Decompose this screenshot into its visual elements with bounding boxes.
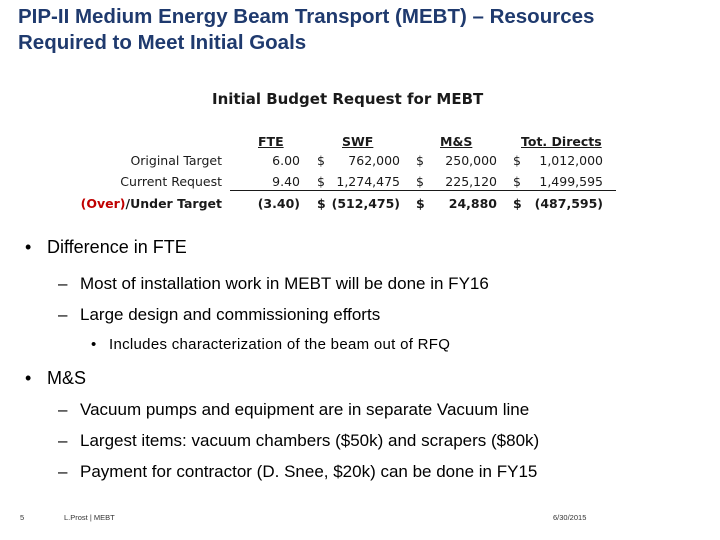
currency-sign: $ bbox=[513, 153, 521, 168]
dash-marker: – bbox=[58, 462, 68, 481]
over-label: (Over) bbox=[80, 196, 126, 211]
row-current-request-swf: 1,274,475 bbox=[336, 174, 400, 189]
currency-sign: $ bbox=[317, 196, 326, 211]
row-original-target-label: Original Target bbox=[130, 153, 222, 168]
header-tot-directs: Tot. Directs bbox=[521, 134, 602, 149]
header-swf: SWF bbox=[342, 134, 374, 149]
row-over-under-ms: 24,880 bbox=[448, 196, 497, 211]
slide-title-line-1: PIP-II Medium Energy Beam Transport (MEBT) – Resources bbox=[18, 5, 595, 28]
currency-sign: $ bbox=[317, 153, 325, 168]
row-current-request-label: Current Request bbox=[120, 174, 222, 189]
currency-sign: $ bbox=[416, 153, 424, 168]
footer-date: 6/30/2015 bbox=[553, 513, 587, 522]
row-original-target-tot: 1,012,000 bbox=[539, 153, 603, 168]
currency-sign: $ bbox=[513, 196, 522, 211]
header-fte: FTE bbox=[258, 134, 284, 149]
dash-marker: – bbox=[58, 305, 68, 324]
budget-table-title: Initial Budget Request for MEBT bbox=[212, 90, 484, 108]
row-current-request-fte: 9.40 bbox=[272, 174, 300, 189]
bullet-fte-sub-2: Large design and commissioning efforts bbox=[80, 305, 381, 324]
row-original-target-ms: 250,000 bbox=[445, 153, 497, 168]
bullet-fte-heading: Difference in FTE bbox=[47, 237, 187, 257]
footer-page-number: 5 bbox=[20, 513, 25, 522]
currency-sign: $ bbox=[513, 174, 521, 189]
row-original-target-swf: 762,000 bbox=[348, 153, 400, 168]
currency-sign: $ bbox=[416, 174, 424, 189]
bullet-ms-sub-2: Largest items: vacuum chambers ($50k) and scrapers ($80k) bbox=[80, 431, 540, 450]
row-over-under-swf: (512,475) bbox=[331, 196, 400, 211]
bullet-ms-heading: M&S bbox=[47, 368, 87, 388]
bullet-marker: • bbox=[91, 336, 97, 353]
row-over-under-tot: (487,595) bbox=[534, 196, 603, 211]
row-original-target-fte: 6.00 bbox=[272, 153, 300, 168]
bullet-ms-sub-1: Vacuum pumps and equipment are in separate Vacuum line bbox=[80, 400, 530, 419]
row-over-under-fte: (3.40) bbox=[257, 196, 300, 211]
currency-sign: $ bbox=[416, 196, 425, 211]
slide-title-line-2: Required to Meet Initial Goals bbox=[18, 31, 307, 54]
row-current-request-tot: 1,499,595 bbox=[539, 174, 603, 189]
bullet-ms-sub-3: Payment for contractor (D. Snee, $20k) can be done in FY15 bbox=[80, 462, 538, 481]
footer-author: L.Prost | MEBT bbox=[64, 513, 115, 522]
bullet-marker: • bbox=[25, 368, 32, 388]
header-ms: M&S bbox=[440, 134, 473, 149]
dash-marker: – bbox=[58, 431, 68, 450]
bullet-fte-sub-2-detail: Includes characterization of the beam out of RFQ bbox=[109, 336, 451, 353]
bullet-marker: • bbox=[25, 237, 32, 257]
dash-marker: – bbox=[58, 400, 68, 419]
bullet-fte-sub-1: Most of installation work in MEBT will be done in FY16 bbox=[80, 274, 489, 293]
row-current-request-ms: 225,120 bbox=[445, 174, 497, 189]
currency-sign: $ bbox=[317, 174, 325, 189]
dash-marker: – bbox=[58, 274, 68, 293]
under-target-label: /Under Target bbox=[125, 196, 222, 211]
